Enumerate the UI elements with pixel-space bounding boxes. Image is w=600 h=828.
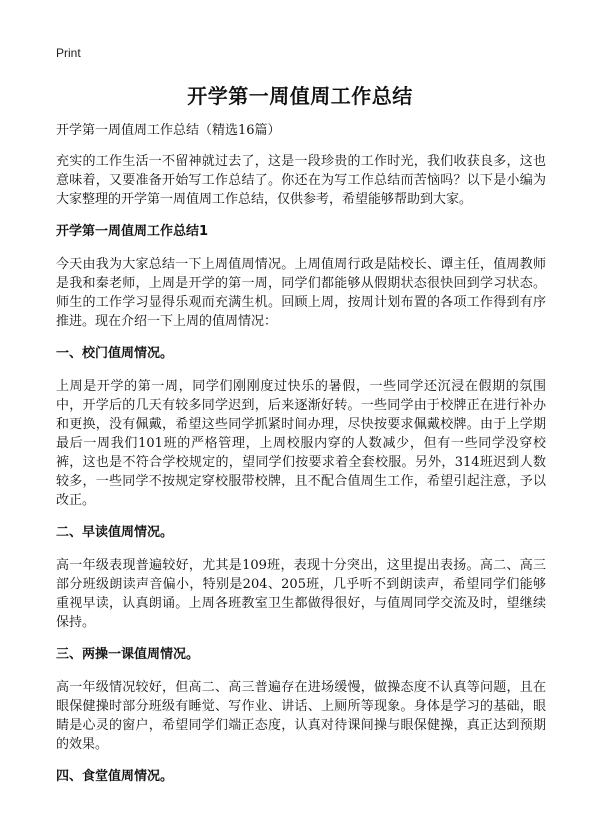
part-heading-canteen: 四、食堂值周情况。 xyxy=(56,769,174,784)
part-text-gate: 上周是开学的第一周，同学们刚刚度过快乐的暑假，一些同学还沉浸在假期的氛围中，开学后的几天有较多同学迟到，后来逐渐好转。一些同学由于校牌正在进行补办和更换，没有佩戴，希望这些同学抓紧时间办理，尽快按要求佩戴校牌。由于上学期最后一周我们101班的严格管理，上周校服内穿的人数减少，但有一些同学没穿校裤，这也是不符合学校规定的，望同学们按要求着全套校服。另外，314班迟到人数较多，一些同学不按规定穿校服带校牌，且不配合值周生工作，希望引起注意，予以改正。 xyxy=(56,379,546,508)
part-text-morning-reading: 高一年级表现普遍较好，尤其是109班，表现十分突出，这里提出表扬。高二、高三部分班级朗读声音偏小，特别是204、205班，几乎听不到朗读声，希望同学们能够重视早读，认真朗诵。上周各班教室卫生都做得很好，与值周同学交流及时，望继续保持。 xyxy=(56,558,546,630)
part-heading-morning-reading: 二、早读值周情况。 xyxy=(56,525,174,540)
part-text-exercises: 高一年级情况较好，但高二、高三普遍存在进场缓慢，做操态度不认真等问题，且在眼保健操时部分班级有睡觉、写作业、讲话、上厕所等现象。身体是学习的基础，眼睛是心灵的窗户，希望同学们端正态度，认真对待课间操与眼保健操，真正达到预期的效果。 xyxy=(56,680,546,752)
document-body xyxy=(56,122,546,800)
part-heading-gate: 一、校门值周情况。 xyxy=(56,346,174,361)
section-intro-paragraph: 今天由我为大家总结一下上周值周情况。上周值周行政是陆校长、谭主任，值周教师是我和秦老师，上周是开学的第一周，同学们都能够从假期状态很快回到学习状态。师生的工作学习显得乐观而充满生机。回顾上周，按周计划布置的各项工作得到有序推进。现在介绍一下上周的值周情况： xyxy=(56,257,546,329)
print-link[interactable]: Print xyxy=(56,46,81,60)
document-subtitle: 开学第一周值周工作总结（精选16篇） xyxy=(56,123,281,138)
part-heading-exercises: 三、两操一课值周情况。 xyxy=(56,647,200,662)
document-title: 开学第一周值周工作总结 xyxy=(187,84,413,108)
section-title: 开学第一周值周工作总结1 xyxy=(56,224,209,239)
intro-paragraph: 充实的工作生活一不留神就过去了，这是一段珍贵的工作时光，我们收获良多，这也意味着，又要准备开始写工作总结了。你还在为写工作总结而苦恼吗？以下是小编为大家整理的开学第一周值周工作总结，仅供参考，希望能够帮助到大家。 xyxy=(56,154,546,207)
